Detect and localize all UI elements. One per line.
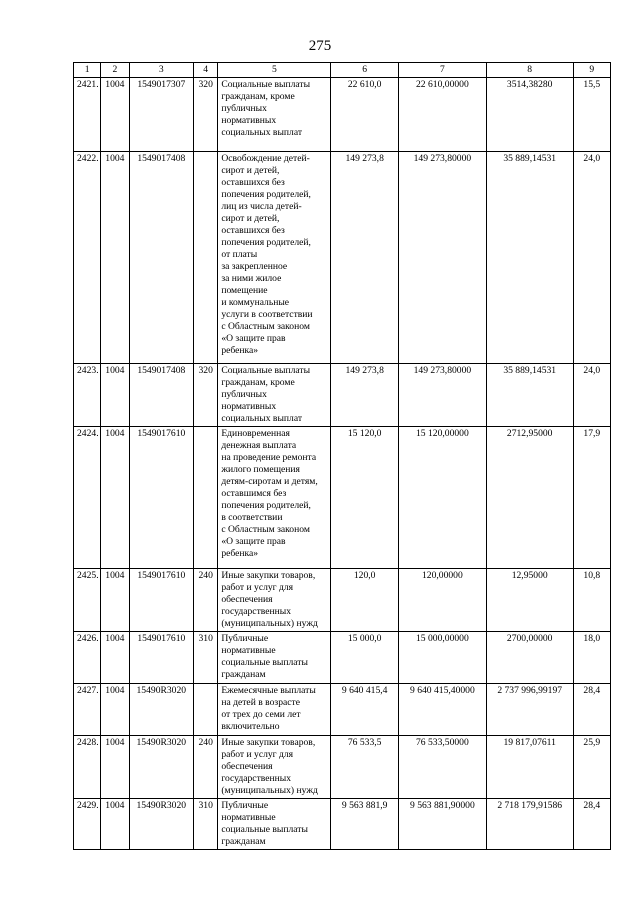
section-code-cell: 1004: [101, 632, 129, 684]
plan-amount-cell: 15 120,0: [331, 427, 399, 569]
page-number: 275: [308, 38, 332, 54]
budget-table: [73, 62, 611, 850]
plan-exact-amount-cell: 9 640 415,40000: [398, 684, 486, 736]
expense-type-cell: [194, 152, 218, 364]
table-row: [74, 632, 611, 684]
percent-cell: 15,5: [573, 78, 610, 152]
table-row: [74, 78, 611, 152]
percent-cell: 10,8: [573, 569, 610, 632]
item-name-cell: Освобождение детей- сирот и детей, оставшихся без попечения родителей, лиц из числа детей- сирот и детей, оставшихся без попечения родителей, от платы за закрепленное за ними жилое помещение и коммунальные услуги в соответствии с Областным законом «О защите прав ребенка»: [218, 152, 331, 364]
expense-type-cell: 310: [194, 799, 218, 850]
table-row: [74, 152, 611, 364]
table-row: [74, 427, 611, 569]
row-number-cell: 2424.: [74, 427, 101, 569]
target-code-cell: 1549017408: [129, 152, 194, 364]
expense-type-cell: [194, 684, 218, 736]
column-header-8: 8: [486, 63, 573, 78]
table-row: [74, 684, 611, 736]
column-header-6: 6: [331, 63, 399, 78]
expense-type-cell: [194, 427, 218, 569]
expense-type-cell: 320: [194, 364, 218, 427]
item-name-cell: Публичные нормативные социальные выплаты гражданам: [218, 799, 331, 850]
column-header-7: 7: [398, 63, 486, 78]
target-code-cell: 15490R3020: [129, 799, 194, 850]
column-header-2: 2: [101, 63, 129, 78]
executed-amount-cell: 12,95000: [486, 569, 573, 632]
table-row: [74, 799, 611, 850]
section-code-cell: 1004: [101, 799, 129, 850]
target-code-cell: 1549017610: [129, 427, 194, 569]
row-number-cell: 2427.: [74, 684, 101, 736]
executed-amount-cell: 2 718 179,91586: [486, 799, 573, 850]
item-name-cell: Публичные нормативные социальные выплаты гражданам: [218, 632, 331, 684]
expense-type-cell: 240: [194, 569, 218, 632]
target-code-cell: 1549017610: [129, 569, 194, 632]
plan-exact-amount-cell: 149 273,80000: [398, 152, 486, 364]
percent-cell: 25,9: [573, 736, 610, 799]
target-code-cell: 1549017610: [129, 632, 194, 684]
plan-amount-cell: 149 273,8: [331, 152, 399, 364]
item-name-cell: Единовременная денежная выплата на проведение ремонта жилого помещения детям-сиротам и детям, оставшимся без попечения родителей, в соответствии с Областным законом «О защите прав ребенка»: [218, 427, 331, 569]
section-code-cell: 1004: [101, 569, 129, 632]
expense-type-cell: 240: [194, 736, 218, 799]
expense-type-cell: 310: [194, 632, 218, 684]
table-row: [74, 569, 611, 632]
plan-amount-cell: 15 000,0: [331, 632, 399, 684]
table-row: [74, 364, 611, 427]
row-number-cell: 2425.: [74, 569, 101, 632]
row-number-cell: 2421.: [74, 78, 101, 152]
percent-cell: 18,0: [573, 632, 610, 684]
section-code-cell: 1004: [101, 427, 129, 569]
row-number-cell: 2426.: [74, 632, 101, 684]
executed-amount-cell: 35 889,14531: [486, 364, 573, 427]
executed-amount-cell: 2 737 996,99197: [486, 684, 573, 736]
target-code-cell: 15490R3020: [129, 736, 194, 799]
plan-amount-cell: 149 273,8: [331, 364, 399, 427]
plan-amount-cell: 9 640 415,4: [331, 684, 399, 736]
section-code-cell: 1004: [101, 684, 129, 736]
plan-exact-amount-cell: 9 563 881,90000: [398, 799, 486, 850]
column-header-9: 9: [573, 63, 610, 78]
item-name-cell: Социальные выплаты гражданам, кроме публичных нормативных социальных выплат: [218, 78, 331, 152]
percent-cell: 28,4: [573, 799, 610, 850]
section-code-cell: 1004: [101, 152, 129, 364]
row-number-cell: 2428.: [74, 736, 101, 799]
plan-exact-amount-cell: 15 120,00000: [398, 427, 486, 569]
plan-exact-amount-cell: 120,00000: [398, 569, 486, 632]
section-code-cell: 1004: [101, 364, 129, 427]
section-code-cell: 1004: [101, 78, 129, 152]
plan-amount-cell: 22 610,0: [331, 78, 399, 152]
target-code-cell: 1549017408: [129, 364, 194, 427]
plan-amount-cell: 76 533,5: [331, 736, 399, 799]
plan-exact-amount-cell: 22 610,00000: [398, 78, 486, 152]
column-header-4: 4: [194, 63, 218, 78]
plan-exact-amount-cell: 15 000,00000: [398, 632, 486, 684]
plan-amount-cell: 120,0: [331, 569, 399, 632]
plan-amount-cell: 9 563 881,9: [331, 799, 399, 850]
plan-exact-amount-cell: 149 273,80000: [398, 364, 486, 427]
plan-exact-amount-cell: 76 533,50000: [398, 736, 486, 799]
executed-amount-cell: 35 889,14531: [486, 152, 573, 364]
item-name-cell: Иные закупки товаров, работ и услуг для обеспечения государственных (муниципальных) нужд: [218, 736, 331, 799]
executed-amount-cell: 19 817,07611: [486, 736, 573, 799]
target-code-cell: 1549017307: [129, 78, 194, 152]
percent-cell: 24,0: [573, 152, 610, 364]
target-code-cell: 15490R3020: [129, 684, 194, 736]
column-header-3: 3: [129, 63, 194, 78]
item-name-cell: Социальные выплаты гражданам, кроме публичных нормативных социальных выплат: [218, 364, 331, 427]
table-header-row: [74, 63, 611, 78]
percent-cell: 17,9: [573, 427, 610, 569]
column-header-1: 1: [74, 63, 101, 78]
column-header-5: 5: [218, 63, 331, 78]
percent-cell: 24,0: [573, 364, 610, 427]
executed-amount-cell: 2700,00000: [486, 632, 573, 684]
expense-type-cell: 320: [194, 78, 218, 152]
item-name-cell: Иные закупки товаров, работ и услуг для обеспечения государственных (муниципальных) нужд: [218, 569, 331, 632]
executed-amount-cell: 2712,95000: [486, 427, 573, 569]
item-name-cell: Ежемесячные выплаты на детей в возрасте от трех до семи лет включительно: [218, 684, 331, 736]
row-number-cell: 2423.: [74, 364, 101, 427]
section-code-cell: 1004: [101, 736, 129, 799]
row-number-cell: 2429.: [74, 799, 101, 850]
table-row: [74, 736, 611, 799]
row-number-cell: 2422.: [74, 152, 101, 364]
executed-amount-cell: 3514,38280: [486, 78, 573, 152]
percent-cell: 28,4: [573, 684, 610, 736]
